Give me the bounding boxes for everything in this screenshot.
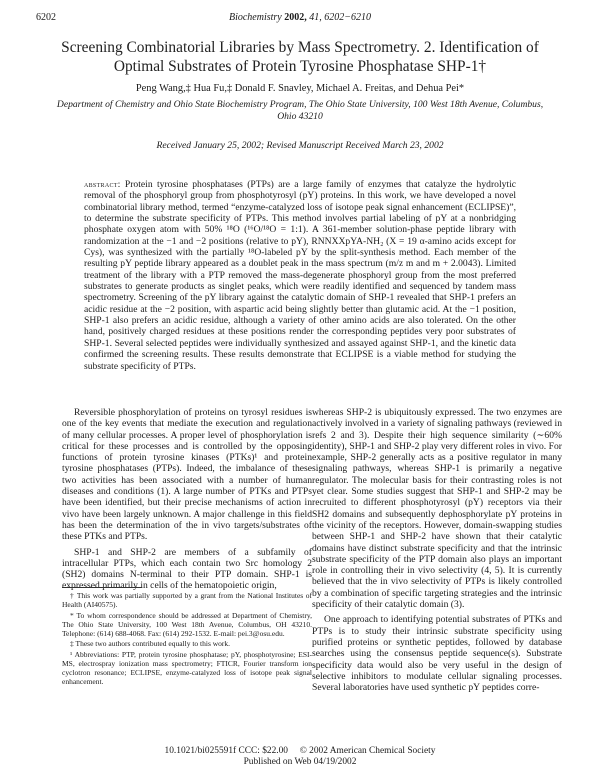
doi-line: 10.1021/bi025591f CCC: $22.00 © 2002 American Chemical Society [164,746,436,756]
journal-header [0,12,600,23]
footnotes [62,591,312,688]
footnote: ‡ These two authors contributed equally to this work. [70,639,231,649]
body-paragraph: Reversible phosphorylation of proteins on tyrosyl residues is one of the key events that mediate the execution and regulation of many cellular processes. A proper level of phosphorylation is critical for these processes and is controlled by the opposing functions of protein tyrosine kinases (PTKs)¹ and protein tyrosine phosphatases (PTPs). Indeed, the imbalance of these two activities has been associated with a number of human diseases and conditions (1). A large number of PTKs and PTPs have been identified, but their precise mechanisms of action in vivo have been largely unknown. A major challenge in this field has been the determination of the in vivo targets/substrates of these PTKs and PTPs. [62,407,312,543]
footnote: ¹ Abbreviations: PTP, protein tyrosine phosphatase; pY, phosphotyrosine; ESI-MS, electrospray ionization mass spectrometry; FTICR, Fourier transform ion cyclotron resonance; ECLIPSE, enzyme-catalyzed loss of isotope peak signal enhancement. [62,650,312,687]
journal-name: Biochemistry [228,12,282,23]
article-title: Screening Combinatorial Libraries by Mass Spectrometry. 2. Identification of Optimal Substrates of Protein Tyrosine Phosphatase SHP-1† [61,39,539,75]
footnote: † This work was partially supported by a grant from the National Institutes of Health (AI40575). [62,591,312,610]
body-paragraph: One approach to identifying potential substrates of PTKs and PTPs is to study their intrinsic substrate specificity using purified proteins or synthetic peptides, followed by database searches using the consensus peptide sequence(s). Substrate specificity data would also be very useful in the design of selective inhibitors to modulate cellular signaling processes. Several laboratories have used synthetic pY peptides corre- [312,614,562,694]
footnote: * To whom correspondence should be addressed at Department of Chemistry, The Ohio State University, 100 West 18th Avenue, Columbus, OH 43210. Telephone: (614) 688-4068. Fax: (614) 292-1532. E-mail: pei.3@osu.edu. [62,610,312,638]
abstract [84,179,516,372]
journal-pages: 6202−6210 [324,12,371,23]
affiliation: Department of Chemistry and Ohio State Biochemistry Program, The Ohio State University, 100 West 18th Avenue, Columbus, Ohio 43210 [56,99,544,122]
body-paragraph: whereas SHP-2 is ubiquitously expressed. The two enzymes are actively involved in a variety of signaling pathways (reviewed in refs 2 and 3). Despite their high sequence similarity (∼60% identity), SHP-1 and SHP-2 play very different roles in vivo. For example, SHP-2 generally acts as a positive regulator in many signaling pathways, whereas SHP-1 is primarily a negative regulator. The molecular basis for their contrasting roles is not yet clear. Some studies suggest that SHP-1 and SHP-2 may be recruited to different phosphotyrosyl (pY) receptors via their SH2 domains and subsequently dephosphorylate pY proteins in the vicinity of the receptors. However, domain-swapping studies between SHP-1 and SHP-2 have shown that their catalytic domains have distinct substrate specificity and that the intrinsic substrate specificity of the PTP domain also plays an important role in controlling their in vivo selectivity (4, 5). It is currently believed that the in vivo selectivity of PTPs is likely controlled by a combination of specific targeting strategies and the intrinsic specificity of their catalytic domain (3). [312,407,562,611]
body-paragraph: SHP-1 and SHP-2 are members of a subfamily of intracellular PTPs, which each contain two Src homology 2 (SH2) domains N-terminal to their PTP domain. SHP-1 is expressed primarily in cells of the hematopoietic origin, [62,546,312,592]
abstract-text: Protein tyrosine phosphatases (PTPs) are a large family of enzymes that catalyze the hydrolytic removal of the phosphoryl group from phosphotyrosyl (pY) proteins. In this work, we have developed a novel combinatorial library method, termed “enzyme-catalyzed loss of isotope peak signal enhancement (ECLIPSE)”, to determine the substrate specificity of PTPs. This method involves partial labeling of pY at a nonbridging phosphate oxygen atom with 50% ¹⁸O (¹⁶O/¹⁸O = 1:1). A 361-member solution-phase peptide library with randomization at the −1 and −2 positions (relative to pY), RNNXXpYA-NH₂ (X = 19 α-amino acids except for Cys), was synthesized with the partially ¹⁸O-labeled pY by the split-synthesis method. Each member of the resulting pY peptide library appeared as a doublet peak in the mass spectrum (m/z m and m + 2.0043). Limited treatment of the library with a PTP removed the mass-degenerate phosphoryl group from the most preferred substrates to generate products as singlet peaks, which were readily identified and sequenced by tandem mass spectrometry. Screening of the pY library against the catalytic domain of SHP-1 revealed that SHP-1 prefers an acidic residue at the −2 position, with aspartic acid being slightly better than glutamic acid. At the −1 position, SHP-1 also prefers an acidic residue, although a variety of other amino acids are also tolerated. On the other hand, positively charged residues at these positions render the corresponding peptides very poor substrates of SHP-1. Several selected peptides were individually synthesized and assayed against SHP-1, and the kinetic data confirmed the screening results. These results demonstrate that ECLIPSE is a viable method for studying the substrate specificity of PTPs. [84,179,516,372]
author-list: Peng Wang,‡ Hua Fu,‡ Donald F. Snavley, Michael A. Freitas, and Dehua Pei* [135,83,465,94]
left-column [62,407,312,592]
page-footer [0,746,600,768]
journal-year: 2002, [284,12,307,23]
published-line: Published on Web 04/19/2002 [243,757,357,767]
received-dates: Received January 25, 2002; Revised Manuscript Received March 23, 2002 [156,140,444,151]
abstract-label: abstract: [84,179,121,189]
right-column [312,407,562,693]
footnote-divider [62,587,142,588]
page-number: 6202 [36,12,56,23]
journal-volume: 41, [309,12,322,23]
